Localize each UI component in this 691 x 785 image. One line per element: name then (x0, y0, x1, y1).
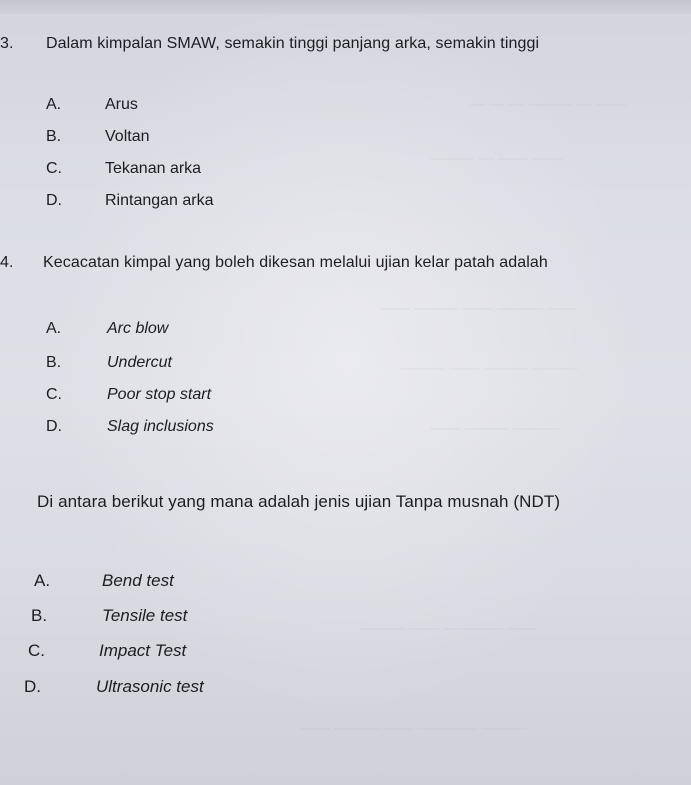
show-through-texture: —— ——— —— ——— —— (380, 300, 577, 317)
option-text: Impact Test (99, 641, 187, 660)
show-through-texture: ——— —— ——— ——— (400, 360, 578, 377)
option-text: Slag inclusions (107, 418, 214, 435)
option-letter: C. (28, 641, 45, 660)
question-text: Di antara berikut yang mana adalah jenis ujian Tanpa musnah (NDT) (37, 492, 561, 511)
show-through-texture: —— ——— —— ———— ——— (300, 720, 527, 737)
option-text: Tekanan arka (105, 160, 202, 177)
option-letter: C. (46, 160, 62, 177)
show-through-texture: ——— —— ———— —— (360, 620, 538, 637)
page-top-edge (0, 0, 691, 14)
option-text: Voltan (105, 128, 150, 145)
option-text: Arc blow (107, 320, 169, 337)
option-letter: A. (46, 96, 62, 113)
option-text: Tensile test (102, 606, 188, 625)
option-letter: B. (46, 128, 62, 145)
option-letter: B. (31, 606, 48, 625)
option-letter: D. (46, 418, 62, 435)
option-text: Ultrasonic test (96, 677, 204, 696)
question-number: 4. (0, 254, 14, 271)
option-letter: A. (34, 571, 51, 590)
option-text: Bend test (102, 571, 174, 590)
option-text: Arus (105, 96, 138, 113)
option-letter: B. (46, 354, 62, 371)
option-letter: C. (46, 386, 62, 403)
show-through-texture: —— ——— ——— (430, 420, 559, 437)
option-letter: D. (46, 192, 62, 209)
show-through-texture: ——— — —— —— (430, 150, 563, 167)
question-text: Dalam kimpalan SMAW, semakin tinggi panjang arka, semakin tinggi (46, 35, 540, 52)
question-text: Kecacatan kimpal yang boleh dikesan melalui ujian kelar patah adalah (43, 254, 548, 271)
option-text: Undercut (107, 354, 172, 371)
option-letter: A. (46, 320, 62, 337)
option-text: Poor stop start (107, 386, 212, 403)
question-number: 3. (0, 35, 14, 52)
show-through-texture: — — — ——— — —— (470, 96, 626, 113)
option-text: Rintangan arka (105, 192, 214, 209)
option-letter: D. (24, 677, 41, 696)
